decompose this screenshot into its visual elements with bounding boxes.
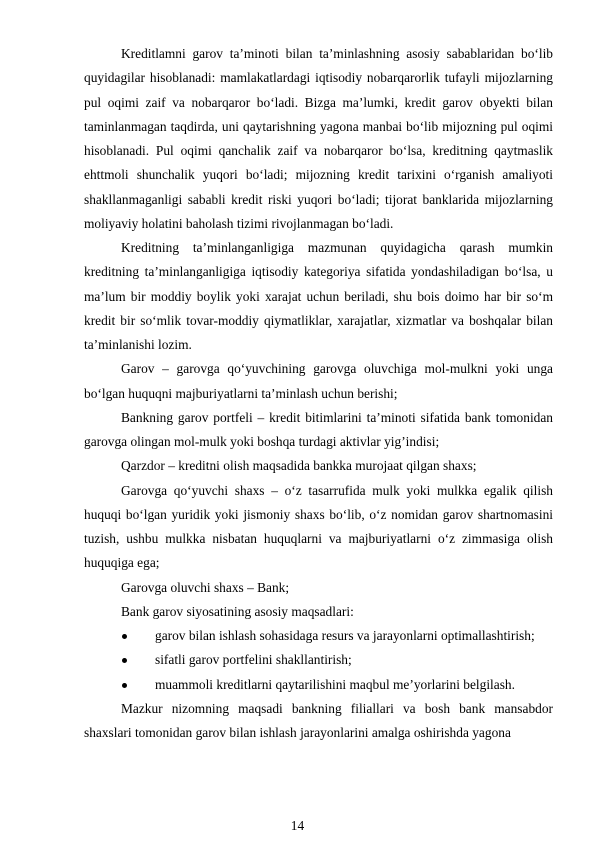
definition-garov: Garov – garovga qo‘yuvchining garovga oluvchiga mol-mulkni yoki unga bo‘lgan huquqni majburiyatlarni ta’minlash uchun berishi; bbox=[84, 361, 553, 401]
policy-goals-heading: Bank garov siyosatining asosiy maqsadlari: bbox=[121, 603, 354, 619]
policy-goals-list bbox=[84, 624, 553, 697]
definition-pledgor: Garovga qo‘yuvchi shaxs – o‘z tasarrufida mulk yoki mulkka egalik qilish huquqi bo‘lgan yuridik yoki jismoniy shaxs bo‘lib, o‘z nomidan garov shartnomasini tuzish, ushbu mulkka nisbatan huquqlarni va majburiyatlarni o‘z zimmasiga olish huquqiga ega; bbox=[84, 482, 553, 571]
definition-pledgee: Garovga oluvchi shaxs – Bank; bbox=[121, 579, 290, 595]
bullet-icon bbox=[122, 683, 127, 688]
definition-borrower: Qarzdor – kreditni olish maqsadida bankka murojaat qilgan shaxs; bbox=[121, 458, 477, 474]
list-item bbox=[84, 673, 553, 697]
paragraph-regulation-purpose: Mazkur nizomning maqsadi bankning filiallari va bosh bank mansabdor shaxslari tomonidan garov bilan ishlash jarayonlarini amalga oshirishda yagona bbox=[84, 700, 553, 740]
bullet-icon bbox=[122, 634, 127, 639]
document-body bbox=[84, 42, 553, 745]
list-item bbox=[84, 624, 553, 648]
list-item-text: muammoli kreditlarni qaytarilishini maqbul me’yorlarini belgilash. bbox=[155, 676, 515, 692]
paragraph-collateral-reasons: Kreditlamni garov ta’minoti bilan ta’minlashning asosiy sabablaridan bo‘lib quyidagilar hisoblanadi: mamlakatlardagi iqtisodiy nobarqarorlik tufayli mijozlarning pul oqimi zaif va nobarqaror bo‘ladi. Bizga ma’lumki, kredit garov obyekti bilan taminlanmagan taqdirda, uni qaytarishning yagona manbai bo‘lib mijozning pul oqimi hisoblanadi. Pul oqimi qanchalik zaif va nobarqaror bo‘lsa, kreditning qaytmaslik ehttmoli shunchalik yuqori bo‘ladi; mijozning kredit tarixini o‘rganish amaliyoti shakllanmaganligi sababli kredit riski yuqori bo‘ladi; tijorat banklarida mijozlarning moliyaviy holatini baholash tizimi rivojlanmagan bo‘ladi. bbox=[84, 46, 553, 231]
paragraph-credit-security: Kreditning ta’minlanganligiga mazmunan quyidagicha qarash mumkin kreditning ta’minlanganligiga iqtisodiy kategoriya sifatida yondashiladigan bo‘lsa, u ma’lum bir moddiy boylik yoki xarajat uchun beriladi, shu bois doimo har bir so‘m kredit bir so‘mlik tovar-moddiy qiymatliklar, xarajatlar, xizmatlar va boshqalar bilan ta’minlanishi lozim. bbox=[84, 240, 553, 352]
bullet-icon bbox=[122, 658, 127, 663]
list-item bbox=[84, 648, 553, 672]
list-item-text: sifatli garov portfelini shakllantirish; bbox=[155, 652, 352, 668]
definition-collateral-portfolio: Bankning garov portfeli – kredit bitimlarini ta’minoti sifatida bank tomonidan garovga olingan mol-mulk yoki boshqa turdagi aktivlar yig’indisi; bbox=[84, 409, 553, 449]
list-item-text: garov bilan ishlash sohasidaga resurs va jarayonlarni optimallashtirish; bbox=[155, 628, 535, 643]
page-number: 14 bbox=[290, 818, 305, 833]
